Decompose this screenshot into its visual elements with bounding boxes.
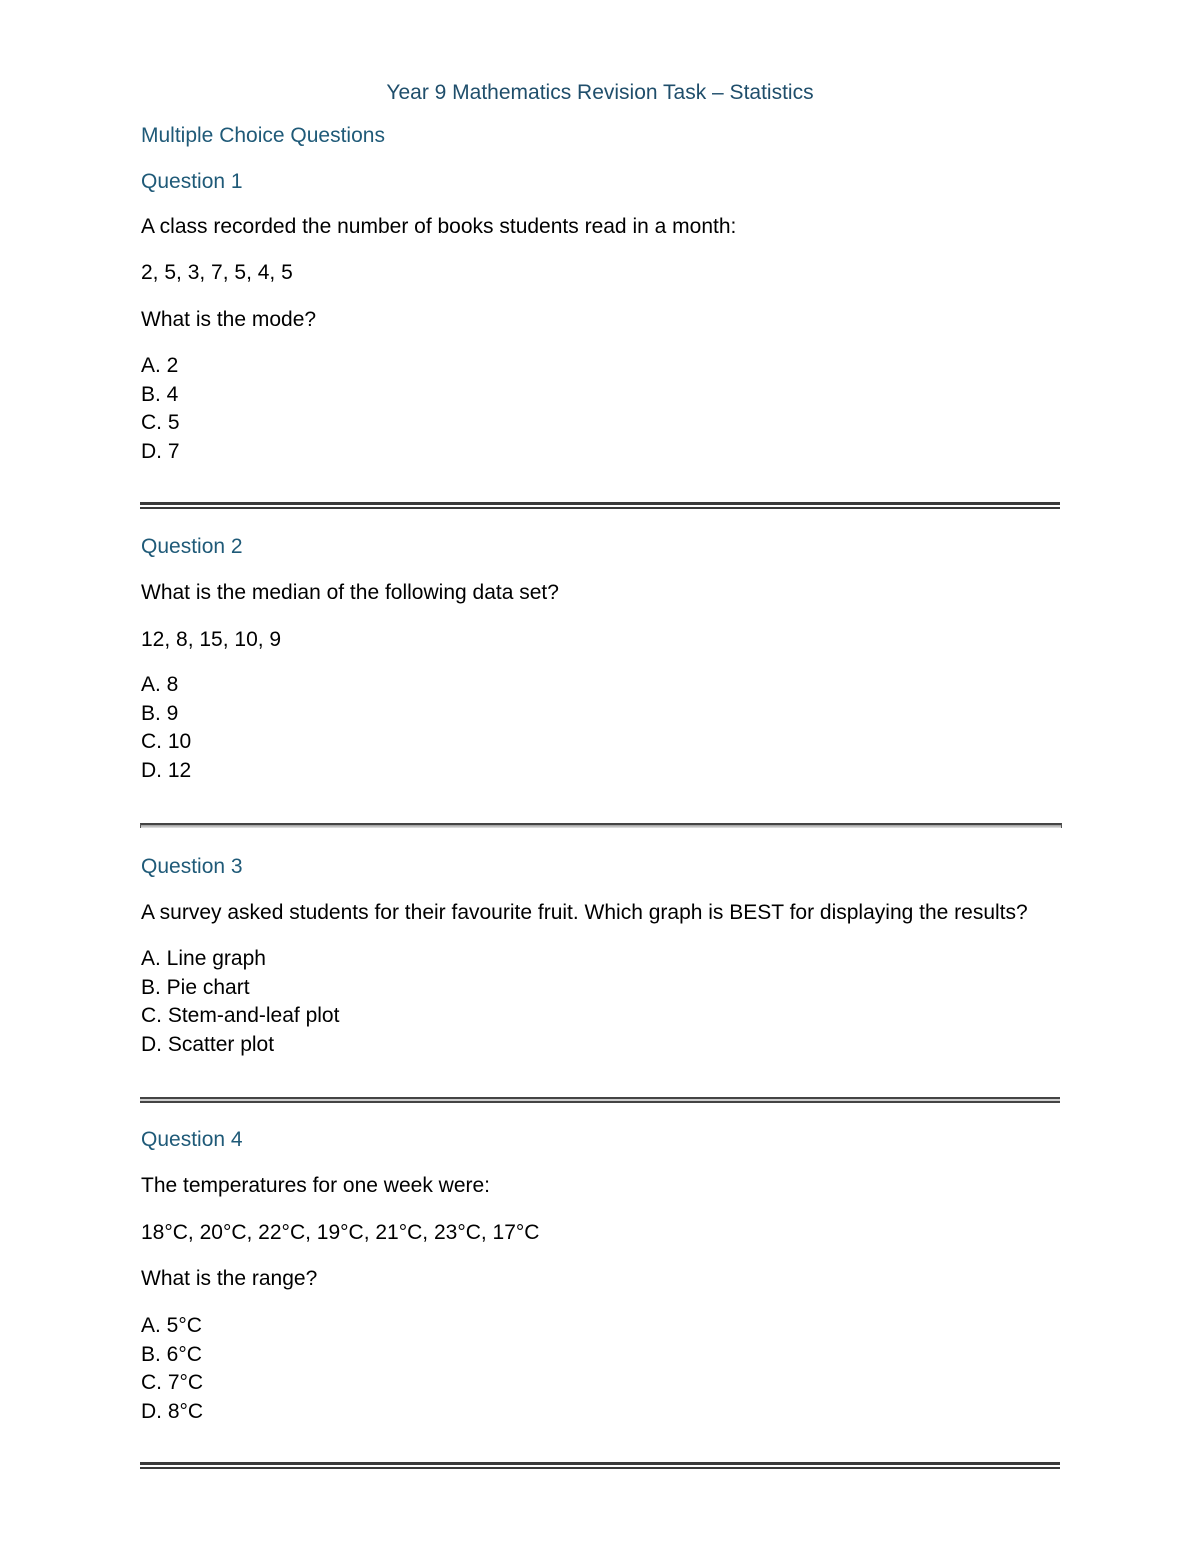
option-d: D. 12 (141, 758, 192, 782)
option-b: B. 4 (141, 382, 179, 406)
option-d: D. 7 (141, 439, 180, 463)
question-2-options (141, 671, 191, 785)
option-c: C. 7°C (141, 1371, 204, 1394)
question-1-prompt: What is the mode? (141, 308, 317, 331)
option-c: C. Stem-and-leaf plot (141, 1004, 340, 1027)
option-a: A. 5°C (141, 1314, 202, 1337)
question-2-heading: Question 2 (141, 535, 243, 558)
option-a: A. 8 (141, 673, 179, 696)
option-c: C. 10 (141, 730, 192, 753)
question-1-options (141, 352, 180, 466)
question-4-options (141, 1312, 203, 1426)
option-d: D. 8°C (141, 1399, 204, 1423)
divider-line (140, 823, 1062, 828)
option-a: A. Line graph (141, 947, 266, 970)
question-3-heading: Question 3 (141, 855, 243, 878)
question-4-text: The temperatures for one week were: (141, 1174, 491, 1197)
document-title: Year 9 Mathematics Revision Task – Statistics (386, 81, 814, 104)
option-c: C. 5 (141, 411, 180, 434)
question-3-options (141, 945, 339, 1059)
question-4-heading: Question 4 (141, 1128, 243, 1151)
question-4-prompt: What is the range? (141, 1267, 318, 1290)
question-2-data: 12, 8, 15, 10, 9 (141, 628, 282, 651)
section-heading: Multiple Choice Questions (141, 124, 385, 147)
option-b: B. 6°C (141, 1342, 202, 1366)
option-a: A. 2 (141, 354, 179, 377)
option-d: D. Scatter plot (141, 1032, 275, 1056)
divider-line (140, 1097, 1060, 1103)
divider-line (140, 502, 1060, 509)
option-b: B. Pie chart (141, 975, 250, 999)
question-1-data: 2, 5, 3, 7, 5, 4, 5 (141, 261, 293, 284)
question-1-heading: Question 1 (141, 170, 243, 193)
question-4-data: 18°C, 20°C, 22°C, 19°C, 21°C, 23°C, 17°C (141, 1221, 540, 1244)
question-3-text: A survey asked students for their favourite fruit. Which graph is BEST for displaying the results? (141, 901, 1028, 924)
question-1-text: A class recorded the number of books students read in a month: (141, 215, 737, 238)
question-2-text: What is the median of the following data set? (141, 581, 559, 604)
divider-line (140, 1462, 1060, 1469)
option-b: B. 9 (141, 701, 179, 725)
